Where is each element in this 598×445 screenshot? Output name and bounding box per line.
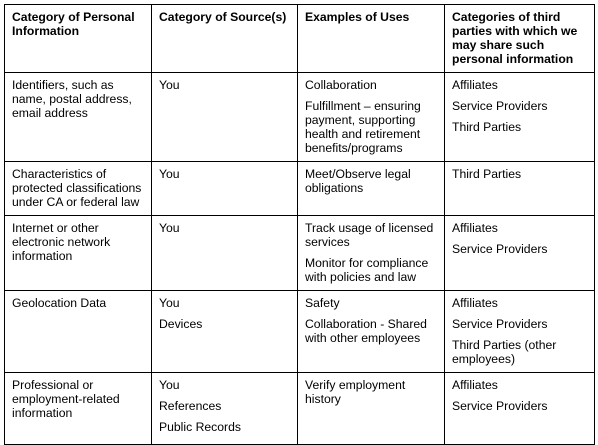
category-cell xyxy=(5,73,152,162)
source-entry: References xyxy=(159,399,222,413)
third-party-entry: Affiliates xyxy=(452,78,498,92)
personal-information-table xyxy=(4,4,595,445)
sources-cell xyxy=(152,291,298,373)
third-parties-cell xyxy=(445,291,595,373)
third-party-entry: Service Providers xyxy=(452,242,548,256)
third-party-entry: Affiliates xyxy=(452,296,498,310)
category-cell xyxy=(5,162,152,216)
use-entry: Verify employment history xyxy=(305,378,406,406)
table-row xyxy=(5,73,595,162)
use-entry: Collaboration - Shared with other employees xyxy=(305,317,427,345)
category-text: Geolocation Data xyxy=(12,296,107,310)
header-category: Category of Personal Information xyxy=(5,5,152,73)
third-parties-cell xyxy=(445,162,595,216)
sources-cell xyxy=(152,216,298,291)
third-party-entry: Service Providers xyxy=(452,99,548,113)
third-party-entry: Affiliates xyxy=(452,378,498,392)
header-third-parties: Categories of third parties with which we may share such personal information xyxy=(445,5,595,73)
table-row xyxy=(5,216,595,291)
uses-cell xyxy=(298,162,445,216)
third-party-entry: Service Providers xyxy=(452,399,548,413)
use-entry: Safety xyxy=(305,296,340,310)
uses-cell xyxy=(298,73,445,162)
uses-cell xyxy=(298,216,445,291)
third-parties-cell xyxy=(445,373,595,445)
category-text: Identifiers, such as name, postal address, email address xyxy=(12,78,132,120)
source-entry: You xyxy=(159,296,180,310)
category-cell xyxy=(5,216,152,291)
use-entry: Monitor for compliance with policies and law xyxy=(305,256,429,284)
use-entry: Collaboration xyxy=(305,78,377,92)
use-entry: Track usage of licensed services xyxy=(305,221,434,249)
sources-cell xyxy=(152,73,298,162)
header-row xyxy=(5,5,595,73)
source-entry: You xyxy=(159,167,180,181)
header-sources: Category of Source(s) xyxy=(152,5,298,73)
table-row xyxy=(5,291,595,373)
table-row xyxy=(5,162,595,216)
third-party-entry: Service Providers xyxy=(452,317,548,331)
sources-cell xyxy=(152,162,298,216)
source-entry: You xyxy=(159,378,180,392)
uses-cell xyxy=(298,373,445,445)
third-party-entry: Third Parties (other employees) xyxy=(452,338,557,366)
category-cell xyxy=(5,291,152,373)
category-text: Characteristics of protected classifications under CA or federal law xyxy=(12,167,142,209)
source-entry: You xyxy=(159,78,180,92)
category-cell xyxy=(5,373,152,445)
third-party-entry: Affiliates xyxy=(452,221,498,235)
source-entry: Devices xyxy=(159,317,203,331)
use-entry: Meet/Observe legal obligations xyxy=(305,167,411,195)
source-entry: You xyxy=(159,221,180,235)
third-parties-cell xyxy=(445,73,595,162)
third-party-entry: Third Parties xyxy=(452,167,522,181)
third-party-entry: Third Parties xyxy=(452,120,522,134)
category-text: Internet or other electronic network information xyxy=(12,221,111,263)
source-entry: Public Records xyxy=(159,420,241,434)
third-parties-cell xyxy=(445,216,595,291)
header-uses: Examples of Uses xyxy=(298,5,445,73)
uses-cell xyxy=(298,291,445,373)
sources-cell xyxy=(152,373,298,445)
table-row xyxy=(5,373,595,445)
use-entry: Fulfillment – ensuring payment, supporting health and retirement benefits/programs xyxy=(305,99,421,155)
category-text: Professional or employment-related information xyxy=(12,378,120,420)
